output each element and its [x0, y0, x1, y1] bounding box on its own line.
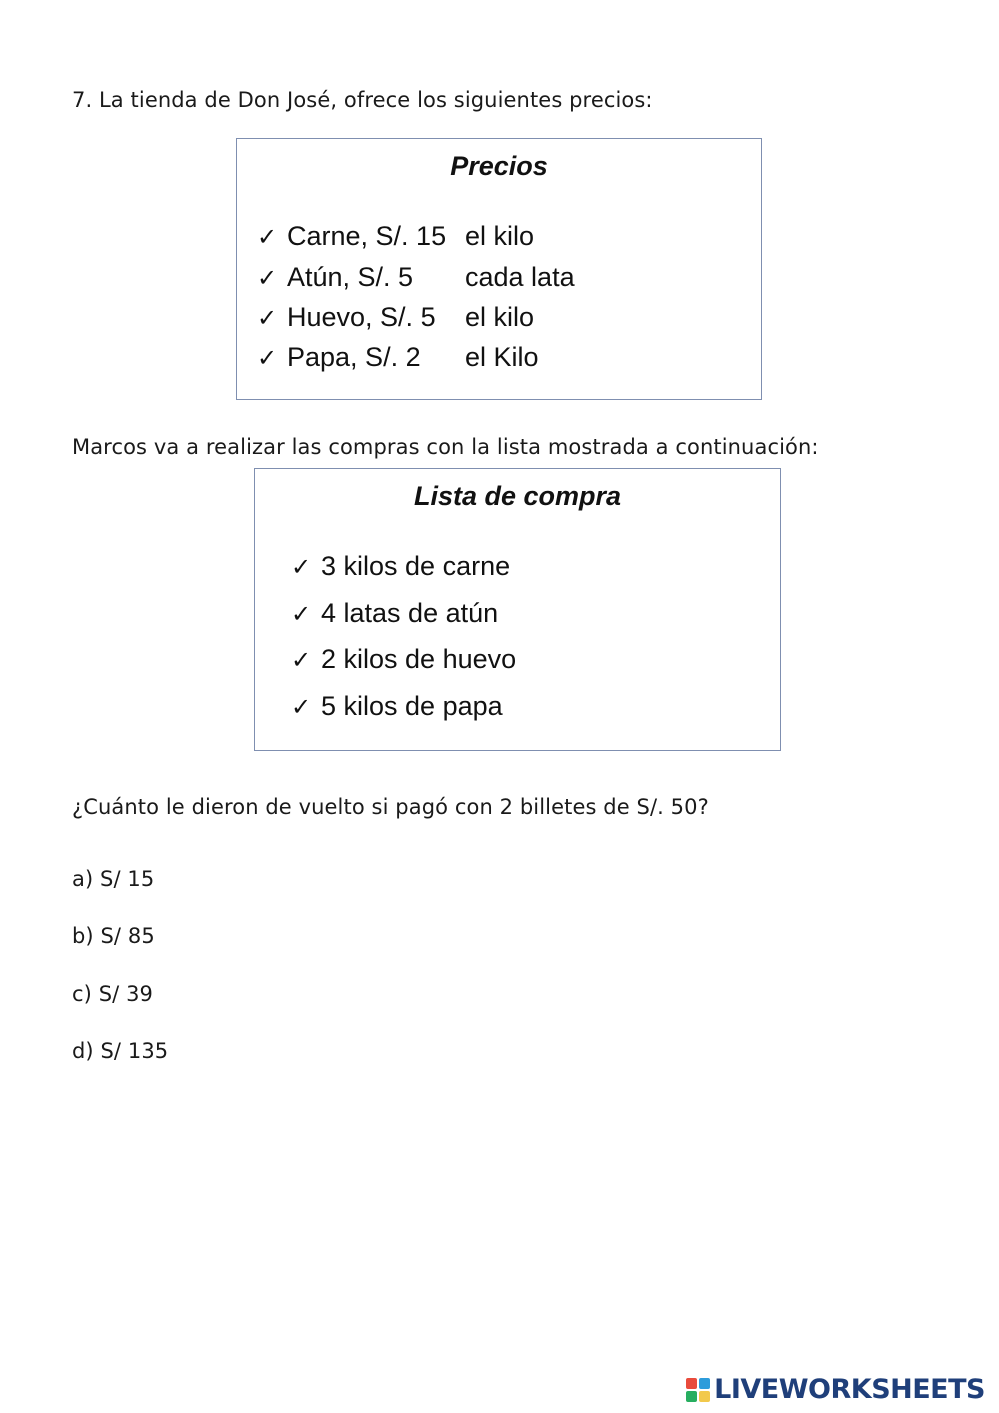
prices-box	[236, 138, 762, 400]
price-item-label: Atún, S/. 5	[287, 262, 414, 292]
price-item-label: Huevo, S/. 5	[287, 302, 436, 332]
price-item-unit: el kilo	[465, 302, 535, 332]
shopping-list-item	[291, 551, 510, 582]
shopping-item-label: 4 latas de atún	[321, 598, 499, 628]
shopping-list-item	[291, 598, 498, 629]
question-intro: 7. La tienda de Don José, ofrece los siguientes precios:	[72, 88, 653, 112]
shopping-item-label: 5 kilos de papa	[321, 691, 503, 721]
question-prompt: ¿Cuánto le dieron de vuelto si pagó con 2 billetes de S/. 50?	[72, 795, 709, 819]
price-item-unit: cada lata	[465, 262, 575, 292]
shopping-list-title: Lista de compra	[413, 481, 622, 511]
price-item-unit: el kilo	[465, 221, 535, 251]
shopping-item-label: 2 kilos de huevo	[321, 644, 517, 674]
answer-option-d[interactable]: d) S/ 135	[72, 1039, 169, 1063]
shopping-list-item	[291, 644, 516, 675]
shopping-list-box	[254, 468, 781, 751]
checkmark-icon: ✓	[257, 224, 278, 251]
logo-tile	[686, 1391, 697, 1402]
liveworksheets-logo	[686, 1374, 985, 1405]
logo-tile	[699, 1391, 710, 1402]
prices-title: Precios	[450, 151, 548, 181]
logo-tile	[686, 1378, 697, 1389]
shopping-item-label: 3 kilos de carne	[321, 551, 511, 581]
checkmark-icon: ✓	[291, 647, 312, 674]
price-item	[257, 262, 575, 293]
logo-tile	[699, 1378, 710, 1389]
checkmark-icon: ✓	[257, 345, 278, 372]
logo-icon	[686, 1378, 710, 1402]
answer-option-c[interactable]: c) S/ 39	[72, 982, 154, 1006]
price-item	[257, 302, 535, 333]
checkmark-icon: ✓	[291, 694, 312, 721]
list-intro: Marcos va a realizar las compras con la lista mostrada a continuación:	[72, 435, 819, 459]
shopping-list-item	[291, 691, 503, 722]
answer-option-a[interactable]: a) S/ 15	[72, 867, 155, 891]
checkmark-icon: ✓	[257, 265, 278, 292]
checkmark-icon: ✓	[291, 601, 312, 628]
price-item	[257, 342, 539, 373]
logo-text: LIVEWORKSHEETS	[714, 1374, 985, 1405]
price-item-unit: el Kilo	[465, 342, 539, 372]
price-item-label: Carne, S/. 15	[287, 221, 447, 251]
checkmark-icon: ✓	[291, 554, 312, 581]
checkmark-icon: ✓	[257, 305, 278, 332]
price-item-label: Papa, S/. 2	[287, 342, 421, 372]
answer-option-b[interactable]: b) S/ 85	[72, 924, 155, 948]
price-item	[257, 221, 535, 252]
